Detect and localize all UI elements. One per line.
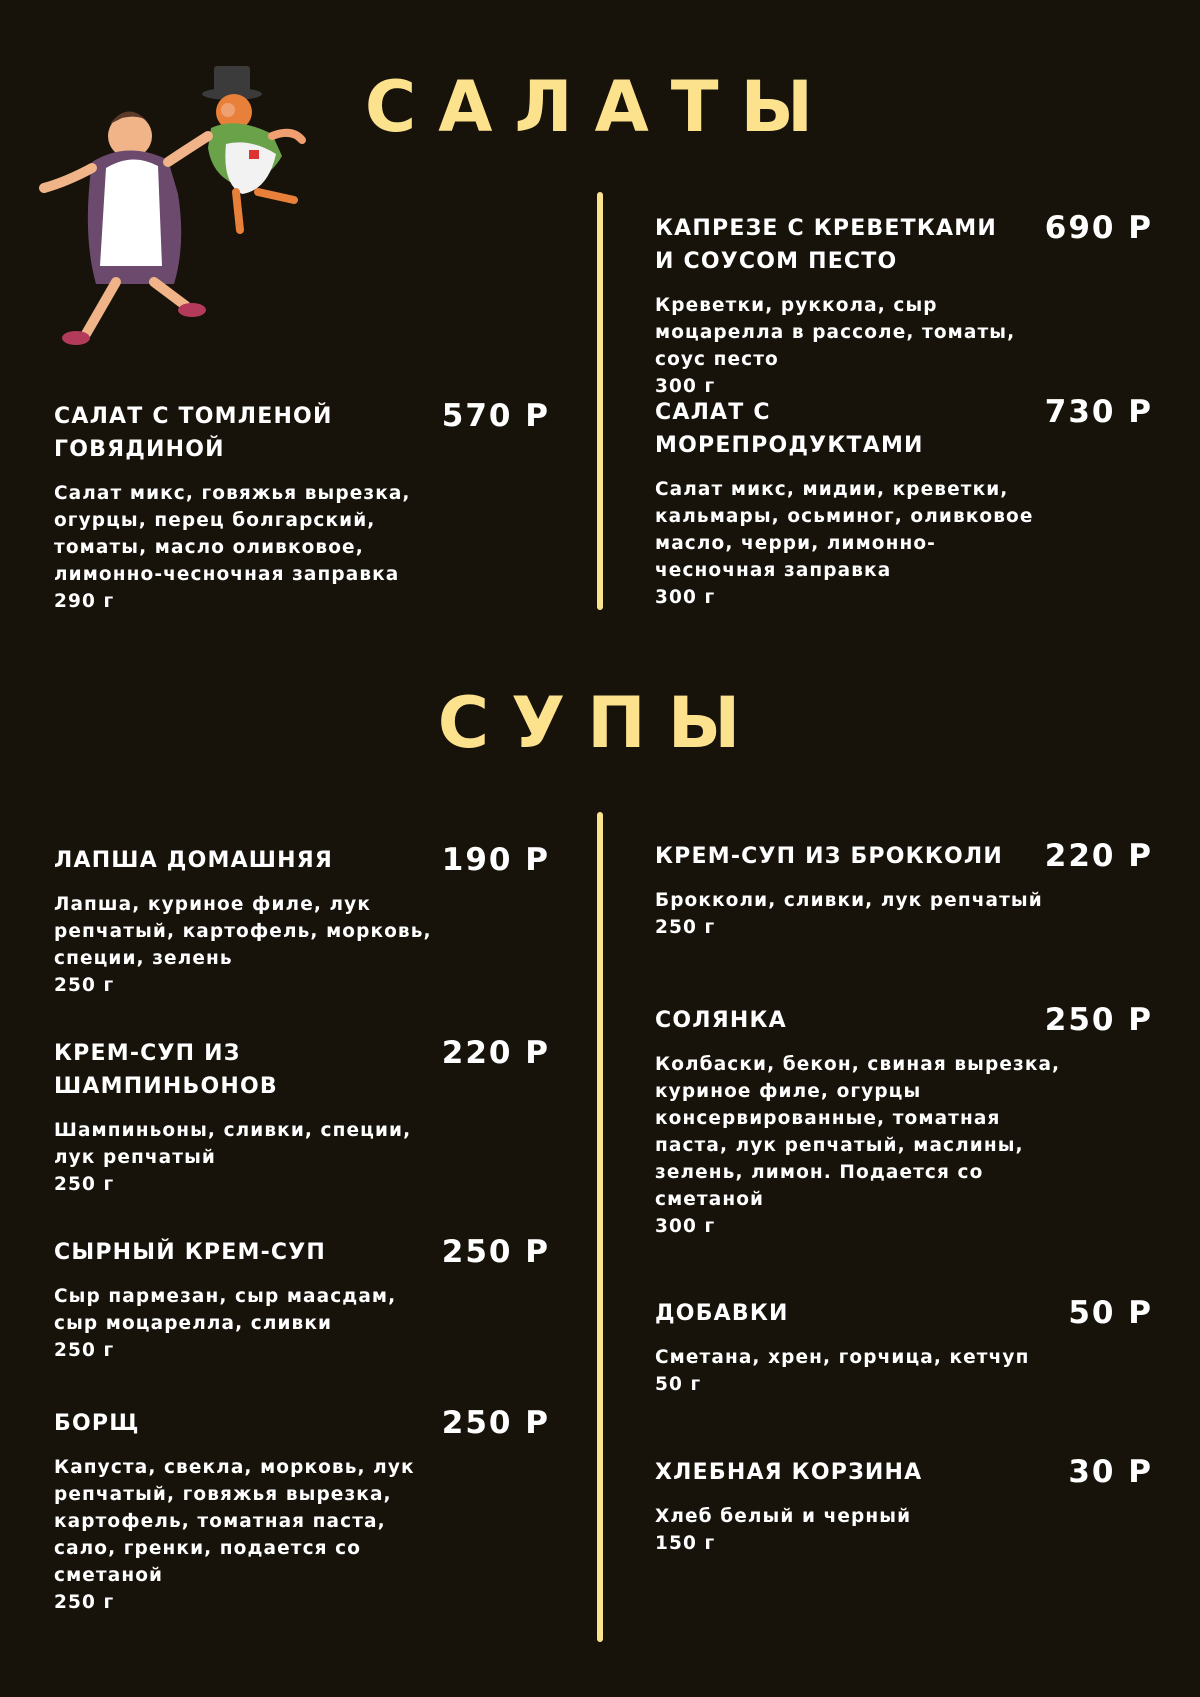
- item-name: КАПРЕЗЕ С КРЕВЕТКАМИ И СОУСОМ ПЕСТО: [655, 216, 997, 274]
- item-description: Хлеб белый и черный: [655, 1506, 912, 1527]
- menu-item: [655, 840, 1153, 941]
- item-weight: 250 г: [54, 1592, 115, 1613]
- item-weight: 50 г: [655, 1374, 702, 1395]
- item-description: Салат микс, говяжья вырезка, огурцы, перец болгарский, томаты, масло оливковое, лимонно-чесночная заправка: [54, 483, 411, 585]
- menu-item: [54, 1407, 550, 1616]
- item-name: КРЕМ-СУП ИЗ ШАМПИНЬОНОВ: [54, 1041, 278, 1099]
- item-description: Шампиньоны, сливки, специи, лук репчатый: [54, 1120, 412, 1168]
- item-description: Колбаски, бекон, свиная вырезка, куриное филе, огурцы консервированные, томатная паста, лук репчатый, маслины, зелень, лимон. Подается со сметаной: [655, 1054, 1061, 1210]
- item-price: 570 Р: [441, 398, 550, 434]
- item-description: Капуста, свекла, морковь, лук репчатый, говяжья вырезка, картофель, томатная паста, сало, гренки, подается со сметаной: [54, 1457, 415, 1586]
- menu-item: [655, 396, 1153, 611]
- item-description: Салат микс, мидии, креветки, кальмары, осьминог, оливковое масло, черри, лимонно-чесночная заправка: [655, 479, 1034, 581]
- item-description: Сыр пармезан, сыр маасдам, сыр моцарелла, сливки: [54, 1286, 397, 1334]
- item-price: 220 Р: [1044, 838, 1153, 874]
- item-name: САЛАТ С ТОМЛЕНОЙ ГОВЯДИНОЙ: [54, 404, 333, 462]
- item-price: 730 Р: [1044, 394, 1153, 430]
- item-weight: 250 г: [655, 917, 716, 938]
- item-weight: 290 г: [54, 591, 115, 612]
- menu-item: [54, 400, 550, 615]
- item-price: 250 Р: [1044, 1002, 1153, 1038]
- item-name: ДОБАВКИ: [655, 1301, 789, 1326]
- item-description: Креветки, руккола, сыр моцарелла в рассоле, томаты, соус песто: [655, 295, 1016, 370]
- item-weight: 250 г: [54, 975, 115, 996]
- menu-item: [54, 844, 550, 999]
- item-price: 690 Р: [1044, 210, 1153, 246]
- item-name: СОЛЯНКА: [655, 1008, 787, 1033]
- item-name: САЛАТ С МОРЕПРОДУКТАМИ: [655, 400, 924, 458]
- item-weight: 300 г: [655, 587, 716, 608]
- menu-item: [655, 1456, 1153, 1557]
- item-price: 250 Р: [441, 1405, 550, 1441]
- menu-item: [54, 1037, 550, 1198]
- item-name: БОРЩ: [54, 1411, 140, 1436]
- soups-divider: [597, 812, 603, 1642]
- item-name: ХЛЕБНАЯ КОРЗИНА: [655, 1460, 923, 1485]
- item-price: 190 Р: [441, 842, 550, 878]
- item-price: 50 Р: [1068, 1295, 1153, 1331]
- item-name: СЫРНЫЙ КРЕМ-СУП: [54, 1240, 327, 1265]
- salads-divider: [597, 192, 603, 610]
- menu-item: [655, 1297, 1153, 1398]
- menu-item: [655, 1004, 1153, 1240]
- item-description: Брокколи, сливки, лук репчатый: [655, 890, 1043, 911]
- item-price: 30 Р: [1068, 1454, 1153, 1490]
- item-weight: 150 г: [655, 1533, 716, 1554]
- menu-item: [655, 212, 1153, 400]
- soups-title: СУПЫ: [437, 682, 763, 764]
- menu-item: [54, 1236, 550, 1364]
- item-weight: 300 г: [655, 376, 716, 397]
- item-description: Лапша, куриное филе, лук репчатый, картофель, морковь, специи, зелень: [54, 894, 432, 969]
- item-name: КРЕМ-СУП ИЗ БРОККОЛИ: [655, 844, 1003, 869]
- item-weight: 250 г: [54, 1174, 115, 1195]
- item-weight: 250 г: [54, 1340, 115, 1361]
- item-price: 220 Р: [441, 1035, 550, 1071]
- item-weight: 300 г: [655, 1216, 716, 1237]
- item-price: 250 Р: [441, 1234, 550, 1270]
- item-name: ЛАПША ДОМАШНЯЯ: [54, 848, 334, 873]
- item-description: Сметана, хрен, горчица, кетчуп: [655, 1347, 1030, 1368]
- salads-title: САЛАТЫ: [364, 66, 836, 148]
